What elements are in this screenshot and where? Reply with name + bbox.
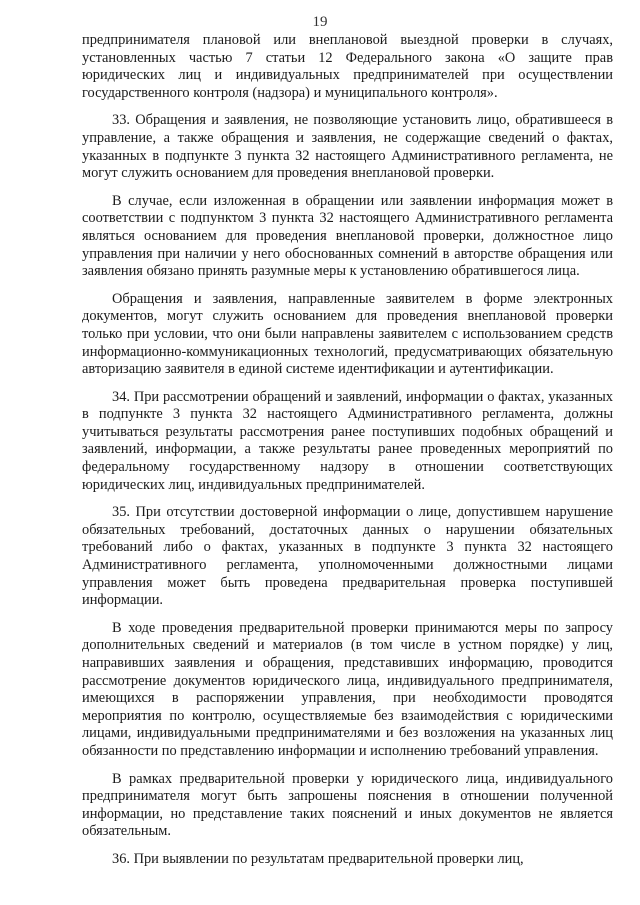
document-body (82, 32, 613, 879)
paragraph-continuation: предпринимателя плановой или внеплановой выездной проверки в случаях, установленных частью 7 статьи 12 Федерального закона «О защите прав юридических лиц и индивидуальных предпринимателей при осуществлении государственного контроля (надзора) и муниципального контроля». (82, 32, 613, 101)
paragraph-33-doubt: В случае, если изложенная в обращении или заявлении информация может в соответствии с подпунктом 3 пункта 32 настоящего Административного регламента являться основанием для проведения внеплановой проверки, должностное лицо управления при наличии у него обоснованных сомнений в авторстве обращения или заявления обязано принять разумные меры к установлению обратившегося лица. (82, 192, 613, 280)
paragraph-34: 34. При рассмотрении обращений и заявлений, информации о фактах, указанных в подпункте 3 пункта 32 настоящего Административного регламента, должны учитываться результаты рассмотрения ранее поступивших подобных обращений и заявлений, информации, а также результаты ранее проведенных мероприятий по федеральному государственному надзору в отношении соответствующих юридических лиц, индивидуальных предпринимателей. (82, 388, 613, 493)
paragraph-36: 36. При выявлении по результатам предварительной проверки лиц, (112, 850, 524, 867)
paragraph-33-electronic: Обращения и заявления, направленные заявителем в форме электронных документов, могут служить основанием для проведения внеплановой проверки только при условии, что они были направлены заявителем с использованием средств информационно-коммуникационных технологий, предусматривающих обязательную авторизацию заявителя в единой системе идентификации и аутентификации. (82, 290, 613, 378)
paragraph-35: 35. При отсутствии достоверной информации о лице, допустившем нарушение обязательных требований, достаточных данных о нарушении обязательных требований либо о фактах, указанных в подпункте 3 пункта 32 настоящего Административного регламента, уполномоченными должностными лицами управления может быть проведена предварительная проверка поступившей информации. (82, 504, 613, 609)
page-number: 19 (312, 14, 328, 30)
paragraph-33: 33. Обращения и заявления, не позволяющие установить лицо, обратившееся в управление, а также обращения и заявления, не содержащие сведений о фактах, указанных в подпункте 3 пункта 32 настоящего Административного регламента, не могут служить основанием для проведения внеплановой проверки. (82, 112, 613, 182)
paragraph-35-explanations: В рамках предварительной проверки у юридического лица, индивидуального предпринимателя могут быть запрошены пояснения в отношении полученной информации, но представление таких пояснений и иных документов не является обязательным. (82, 770, 613, 840)
paragraph-35-measures: В ходе проведения предварительной проверки принимаются меры по запросу дополнительных сведений и материалов (в том числе в устном порядке) у лиц, направивших заявления и обращения, представивших информацию, проводится рассмотрение документов юридического лица, индивидуального предпринимателя, имеющихся в распоряжении управления, при необходимости проводятся мероприятия по контролю, осуществляемые без взаимодействия с юридическими лицами, индивидуальными предпринимателями и без возложения на указанных лиц обязанности по представлению информации и исполнению требований управления. (82, 619, 613, 759)
